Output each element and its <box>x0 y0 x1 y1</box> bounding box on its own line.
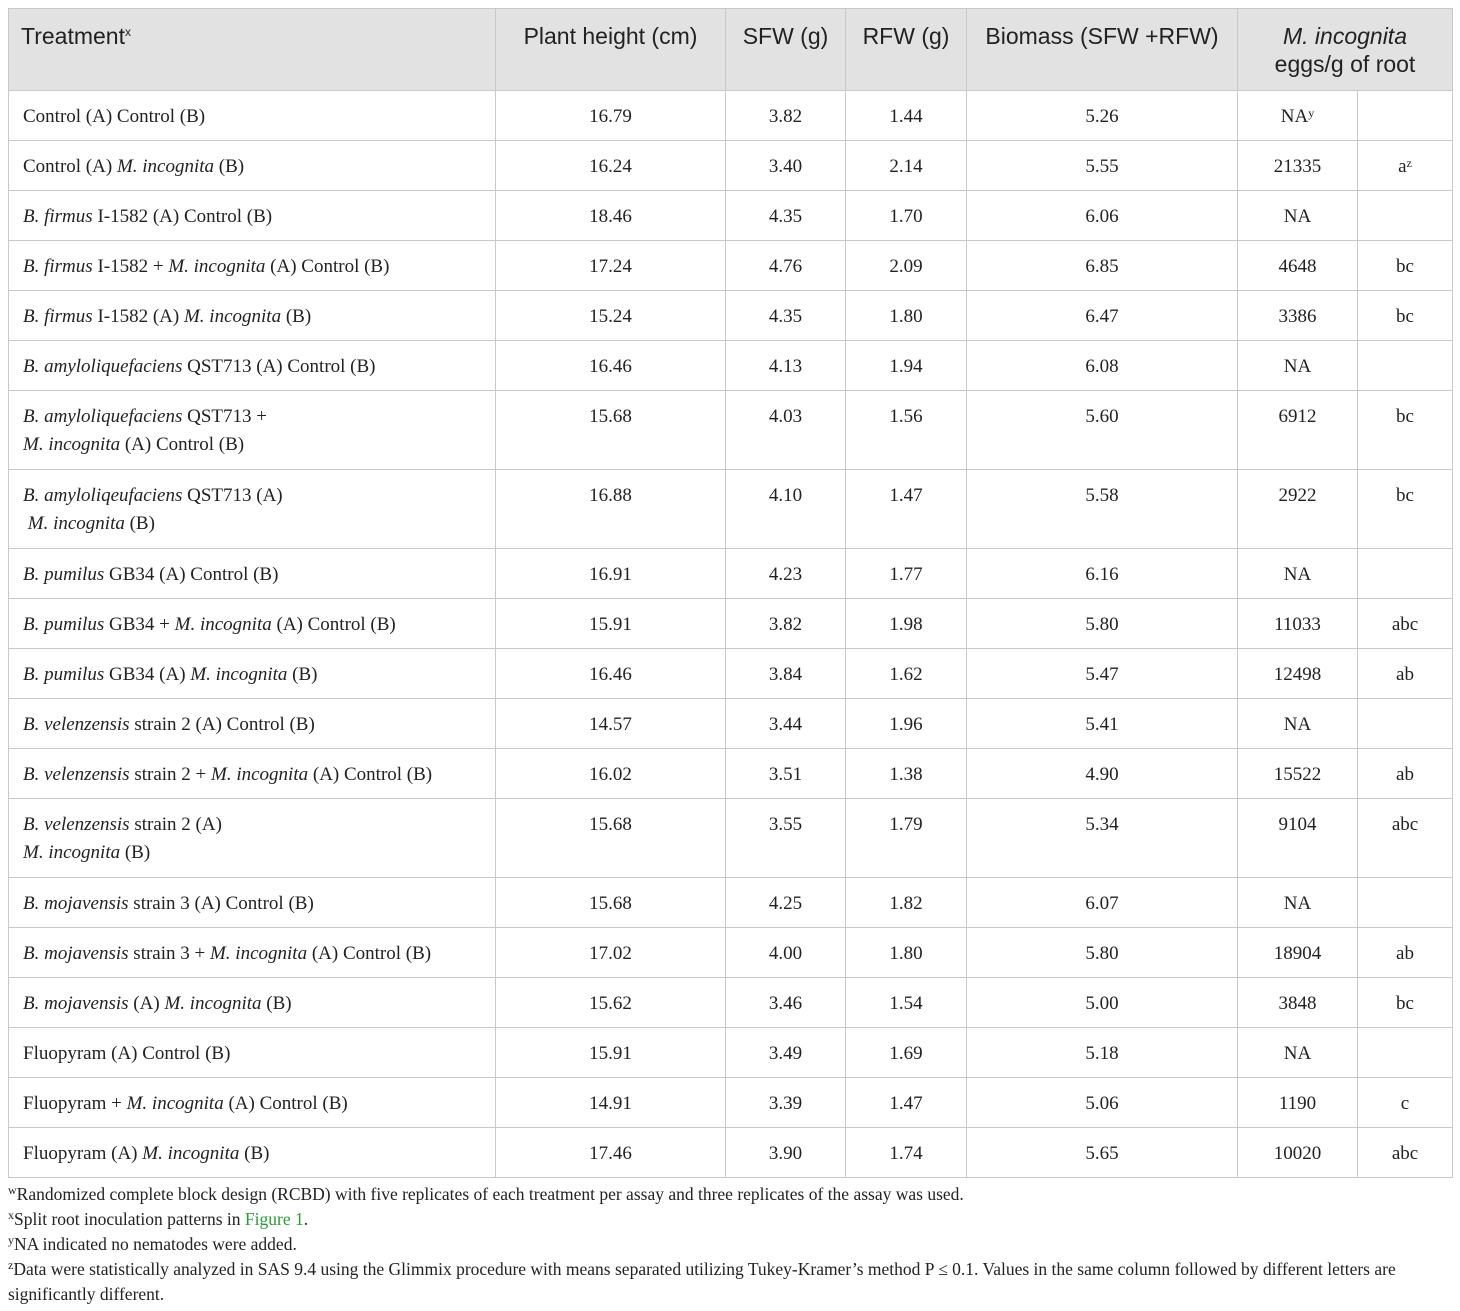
sfw-cell: 4.35 <box>726 291 846 341</box>
eggs-cell: NA <box>1238 549 1358 599</box>
height-cell: 15.91 <box>496 1028 726 1078</box>
sfw-cell: 4.00 <box>726 928 846 978</box>
rfw-cell: 1.62 <box>846 649 967 699</box>
treatment-cell: Fluopyram + M. incognita (A) Control (B) <box>9 1078 496 1128</box>
sfw-cell: 4.23 <box>726 549 846 599</box>
biomass-cell: 6.08 <box>967 341 1238 391</box>
sfw-cell: 3.90 <box>726 1128 846 1178</box>
biomass-cell: 6.16 <box>967 549 1238 599</box>
biomass-cell: 6.06 <box>967 191 1238 241</box>
letter-cell <box>1358 91 1453 141</box>
height-cell: 14.57 <box>496 699 726 749</box>
rfw-cell: 1.80 <box>846 928 967 978</box>
eggs-cell: 12498 <box>1238 649 1358 699</box>
treatment-cell: B. amyloliquefaciens QST713 (A) Control (B) <box>9 341 496 391</box>
treatment-cell: B. mojavensis strain 3 (A) Control (B) <box>9 878 496 928</box>
height-cell: 15.68 <box>496 391 726 470</box>
eggs-cell: 9104 <box>1238 799 1358 878</box>
letter-cell: ab <box>1358 649 1453 699</box>
height-cell: 17.24 <box>496 241 726 291</box>
rfw-cell: 1.77 <box>846 549 967 599</box>
treatment-cell: B. amyloliquefaciens QST713 + M. incognita (A) Control (B) <box>9 391 496 470</box>
eggs-cell: NA <box>1238 1028 1358 1078</box>
eggs-cell: $NA^y$ <box>1238 91 1358 141</box>
sfw-cell: 4.25 <box>726 878 846 928</box>
treatment-cell: B. velenzensis strain 2 (A) M. incognita (B) <box>9 799 496 878</box>
biomass-cell: 5.34 <box>967 799 1238 878</box>
table-row <box>9 649 1453 699</box>
rfw-cell: 1.82 <box>846 878 967 928</box>
rfw-cell: 1.47 <box>846 470 967 549</box>
letter-cell: bc <box>1358 470 1453 549</box>
height-cell: 16.46 <box>496 341 726 391</box>
biomass-cell: 5.58 <box>967 470 1238 549</box>
height-cell: 14.91 <box>496 1078 726 1128</box>
eggs-cell: NA <box>1238 699 1358 749</box>
footnote-w: $^w$Randomized complete block design (RCBD) with five replicates of each treatment per assay and three replicates of the assay was used. <box>8 1183 964 1204</box>
letter-cell: bc <box>1358 978 1453 1028</box>
biomass-cell: 5.26 <box>967 91 1238 141</box>
table-row <box>9 91 1453 141</box>
biomass-cell: 5.65 <box>967 1128 1238 1178</box>
sfw-cell: 3.39 <box>726 1078 846 1128</box>
letter-cell <box>1358 878 1453 928</box>
rfw-cell: 1.47 <box>846 1078 967 1128</box>
treatment-cell: B. velenzensis strain 2 + M. incognita (A) Control (B) <box>9 749 496 799</box>
sfw-cell: 3.82 <box>726 599 846 649</box>
rfw-cell: 1.38 <box>846 749 967 799</box>
eggs-cell: 15522 <box>1238 749 1358 799</box>
height-cell: 15.24 <box>496 291 726 341</box>
rfw-cell: 1.54 <box>846 978 967 1028</box>
rfw-cell: 1.56 <box>846 391 967 470</box>
letter-cell: bc <box>1358 291 1453 341</box>
eggs-cell: 2922 <box>1238 470 1358 549</box>
table-row <box>9 391 1453 470</box>
letter-cell <box>1358 191 1453 241</box>
letter-cell: bc <box>1358 391 1453 470</box>
table-row <box>9 878 1453 928</box>
biomass-cell: 6.85 <box>967 241 1238 291</box>
eggs-cell: 18904 <box>1238 928 1358 978</box>
figure-1-link[interactable]: Figure 1 <box>244 1209 304 1229</box>
biomass-cell: 5.80 <box>967 928 1238 978</box>
letter-cell: abc <box>1358 1128 1453 1178</box>
letter-cell: ab <box>1358 928 1453 978</box>
treatment-cell: Fluopyram (A) Control (B) <box>9 1028 496 1078</box>
biomass-cell: 6.07 <box>967 878 1238 928</box>
height-cell: 18.46 <box>496 191 726 241</box>
table-row <box>9 1028 1453 1078</box>
letter-cell <box>1358 699 1453 749</box>
header-biomass: Biomass (SFW +RFW) <box>967 9 1238 91</box>
sfw-cell: 4.03 <box>726 391 846 470</box>
eggs-cell: 6912 <box>1238 391 1358 470</box>
height-cell: 16.91 <box>496 549 726 599</box>
treatment-cell: B. firmus I-1582 (A) Control (B) <box>9 191 496 241</box>
header-rfw: RFW (g) <box>846 9 967 91</box>
eggs-cell: 3386 <box>1238 291 1358 341</box>
table-row <box>9 749 1453 799</box>
treatment-cell: B. pumilus GB34 (A) Control (B) <box>9 549 496 599</box>
table-row <box>9 799 1453 878</box>
rfw-cell: 1.74 <box>846 1128 967 1178</box>
eggs-cell: NA <box>1238 191 1358 241</box>
eggs-cell: 4648 <box>1238 241 1358 291</box>
eggs-cell: NA <box>1238 341 1358 391</box>
header-plant-height: Plant height (cm) <box>496 9 726 91</box>
table-row <box>9 599 1453 649</box>
table-row <box>9 549 1453 599</box>
height-cell: 17.02 <box>496 928 726 978</box>
sfw-cell: 3.40 <box>726 141 846 191</box>
footnote-z: $^z$Data were statistically analyzed in SAS 9.4 using the Glimmix procedure with means separated utilizing Tukey-Kramer’s method P ≤ 0.1. Values in the same column followed by different letters are significantly different. <box>8 1258 1396 1304</box>
eggs-cell: 1190 <box>1238 1078 1358 1128</box>
height-cell: 15.68 <box>496 799 726 878</box>
footnotes <box>8 1182 1452 1307</box>
height-cell: 17.46 <box>496 1128 726 1178</box>
letter-cell: ab <box>1358 749 1453 799</box>
sfw-cell: 3.82 <box>726 91 846 141</box>
letter-cell: abc <box>1358 599 1453 649</box>
biomass-cell: 5.55 <box>967 141 1238 191</box>
table-container <box>8 8 1452 1307</box>
table-row <box>9 191 1453 241</box>
eggs-cell: 10020 <box>1238 1128 1358 1178</box>
biomass-cell: 5.47 <box>967 649 1238 699</box>
sfw-cell: 3.44 <box>726 699 846 749</box>
footnote-y: $^y$NA indicated no nematodes were added. <box>8 1233 297 1254</box>
treatment-cell: B. velenzensis strain 2 (A) Control (B) <box>9 699 496 749</box>
sfw-cell: 3.55 <box>726 799 846 878</box>
biomass-cell: 5.06 <box>967 1078 1238 1128</box>
biomass-cell: 5.00 <box>967 978 1238 1028</box>
sfw-cell: 3.51 <box>726 749 846 799</box>
height-cell: 16.46 <box>496 649 726 699</box>
eggs-cell: NA <box>1238 878 1358 928</box>
letter-cell: abc <box>1358 799 1453 878</box>
treatment-cell: B. amyloliqeufaciens QST713 (A) M. incognita (B) <box>9 470 496 549</box>
rfw-cell: 1.79 <box>846 799 967 878</box>
header-sfw: SFW (g) <box>726 9 846 91</box>
biomass-cell: 5.18 <box>967 1028 1238 1078</box>
treatment-cell: B. firmus I-1582 (A) M. incognita (B) <box>9 291 496 341</box>
height-cell: 16.88 <box>496 470 726 549</box>
treatment-cell: B. mojavensis (A) M. incognita (B) <box>9 978 496 1028</box>
sfw-cell: 4.35 <box>726 191 846 241</box>
rfw-cell: 1.70 <box>846 191 967 241</box>
header-eggs: M. incognita eggs/g of root <box>1238 9 1453 91</box>
table-row <box>9 1078 1453 1128</box>
biomass-cell: 6.47 <box>967 291 1238 341</box>
biomass-cell: 5.60 <box>967 391 1238 470</box>
treatment-cell: B. pumilus GB34 + M. incognita (A) Control (B) <box>9 599 496 649</box>
biomass-cell: 5.41 <box>967 699 1238 749</box>
sfw-cell: 3.84 <box>726 649 846 699</box>
height-cell: 15.62 <box>496 978 726 1028</box>
sfw-cell: 4.10 <box>726 470 846 549</box>
letter-cell: bc <box>1358 241 1453 291</box>
table-row <box>9 141 1453 191</box>
letter-cell <box>1358 341 1453 391</box>
eggs-cell: 21335 <box>1238 141 1358 191</box>
rfw-cell: 1.98 <box>846 599 967 649</box>
rfw-cell: 2.09 <box>846 241 967 291</box>
table-row <box>9 470 1453 549</box>
biomass-cell: 4.90 <box>967 749 1238 799</box>
treatment-cell: B. firmus I-1582 + M. incognita (A) Control (B) <box>9 241 496 291</box>
rfw-cell: 1.80 <box>846 291 967 341</box>
treatment-cell: B. mojavensis strain 3 + M. incognita (A) Control (B) <box>9 928 496 978</box>
header-treatment: Treatment$^x$ <box>9 9 496 91</box>
treatment-cell: Control (A) Control (B) <box>9 91 496 141</box>
letter-cell <box>1358 1028 1453 1078</box>
sfw-cell: 3.49 <box>726 1028 846 1078</box>
table-row <box>9 341 1453 391</box>
header-row <box>9 9 1453 91</box>
table-row <box>9 241 1453 291</box>
table-row <box>9 1128 1453 1178</box>
rfw-cell: 1.94 <box>846 341 967 391</box>
sfw-cell: 4.76 <box>726 241 846 291</box>
treatment-cell: Control (A) M. incognita (B) <box>9 141 496 191</box>
table-row <box>9 978 1453 1028</box>
rfw-cell: 1.44 <box>846 91 967 141</box>
letter-cell: $a^z$ <box>1358 141 1453 191</box>
height-cell: 16.24 <box>496 141 726 191</box>
height-cell: 15.68 <box>496 878 726 928</box>
footnote-x: $^x$Split root inoculation patterns in Figure 1. <box>8 1208 309 1229</box>
treatment-cell: B. pumilus GB34 (A) M. incognita (B) <box>9 649 496 699</box>
results-table <box>8 8 1453 1178</box>
table-row <box>9 928 1453 978</box>
eggs-cell: 3848 <box>1238 978 1358 1028</box>
sfw-cell: 3.46 <box>726 978 846 1028</box>
table-row <box>9 291 1453 341</box>
height-cell: 15.91 <box>496 599 726 649</box>
letter-cell <box>1358 549 1453 599</box>
letter-cell: c <box>1358 1078 1453 1128</box>
sfw-cell: 4.13 <box>726 341 846 391</box>
rfw-cell: 1.69 <box>846 1028 967 1078</box>
eggs-cell: 11033 <box>1238 599 1358 649</box>
rfw-cell: 1.96 <box>846 699 967 749</box>
treatment-cell: Fluopyram (A) M. incognita (B) <box>9 1128 496 1178</box>
height-cell: 16.79 <box>496 91 726 141</box>
rfw-cell: 2.14 <box>846 141 967 191</box>
height-cell: 16.02 <box>496 749 726 799</box>
table-row <box>9 699 1453 749</box>
biomass-cell: 5.80 <box>967 599 1238 649</box>
